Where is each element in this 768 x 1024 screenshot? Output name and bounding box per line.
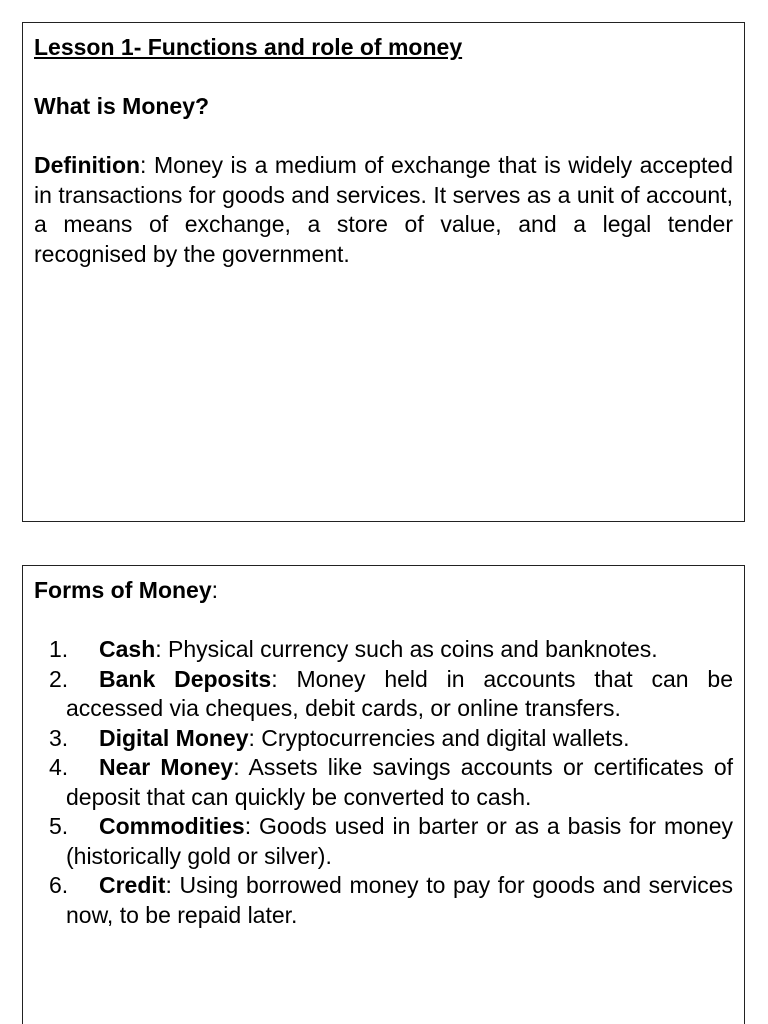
lesson-card-content	[23, 23, 744, 269]
forms-card-content	[23, 566, 744, 930]
forms-heading-label: Forms of Money	[34, 577, 212, 603]
definition-text: : Money is a medium of exchange that is widely accepted in transactions for goods and services. It serves as a unit of account, a means of exchange, a store of value, and a legal tender recognised by the government.	[34, 152, 733, 267]
list-item-number: 6.	[49, 872, 69, 898]
list-item-term: Bank Deposits	[99, 665, 272, 692]
list-item-number: 2.	[49, 665, 69, 692]
list-item-text: : Goods used in barter or as a basis for money (historically gold or silver).	[66, 813, 733, 869]
definition-label: Definition	[34, 152, 141, 178]
list-item	[34, 665, 733, 724]
forms-card	[22, 565, 745, 1024]
list-item	[34, 871, 733, 930]
list-item-text: : Assets like savings accounts or certificates of deposit that can quickly be converted to cash.	[66, 754, 734, 810]
list-item-term: Cash	[99, 636, 156, 662]
list-item-number: 3.	[49, 724, 69, 751]
forms-heading	[34, 576, 733, 606]
list-item-number: 5.	[49, 813, 69, 839]
list-item-term: Near Money	[99, 754, 234, 780]
lesson-title: Lesson 1- Functions and role of money	[34, 34, 463, 60]
forms-list	[34, 635, 733, 930]
list-item	[34, 724, 733, 754]
list-item-number: 1.	[49, 636, 69, 662]
list-item-term: Digital Money	[99, 724, 249, 751]
list-item	[34, 635, 733, 665]
list-item	[34, 753, 733, 812]
list-item-term: Commodities	[99, 813, 245, 839]
list-item-text: : Cryptocurrencies and digital wallets.	[248, 724, 630, 751]
list-item-number: 4.	[49, 754, 69, 780]
definition-paragraph	[34, 151, 733, 269]
question-heading: What is Money?	[34, 93, 210, 119]
lesson-card	[22, 22, 745, 522]
list-item-text: : Using borrowed money to pay for goods and services now, to be repaid later.	[66, 872, 733, 928]
forms-heading-suffix: :	[211, 577, 219, 603]
list-item	[34, 812, 733, 871]
list-item-text: : Money held in accounts that can be accessed via cheques, debit cards, or online transfers.	[66, 665, 733, 721]
list-item-term: Credit	[99, 872, 166, 898]
list-item-text: : Physical currency such as coins and banknotes.	[155, 636, 658, 662]
